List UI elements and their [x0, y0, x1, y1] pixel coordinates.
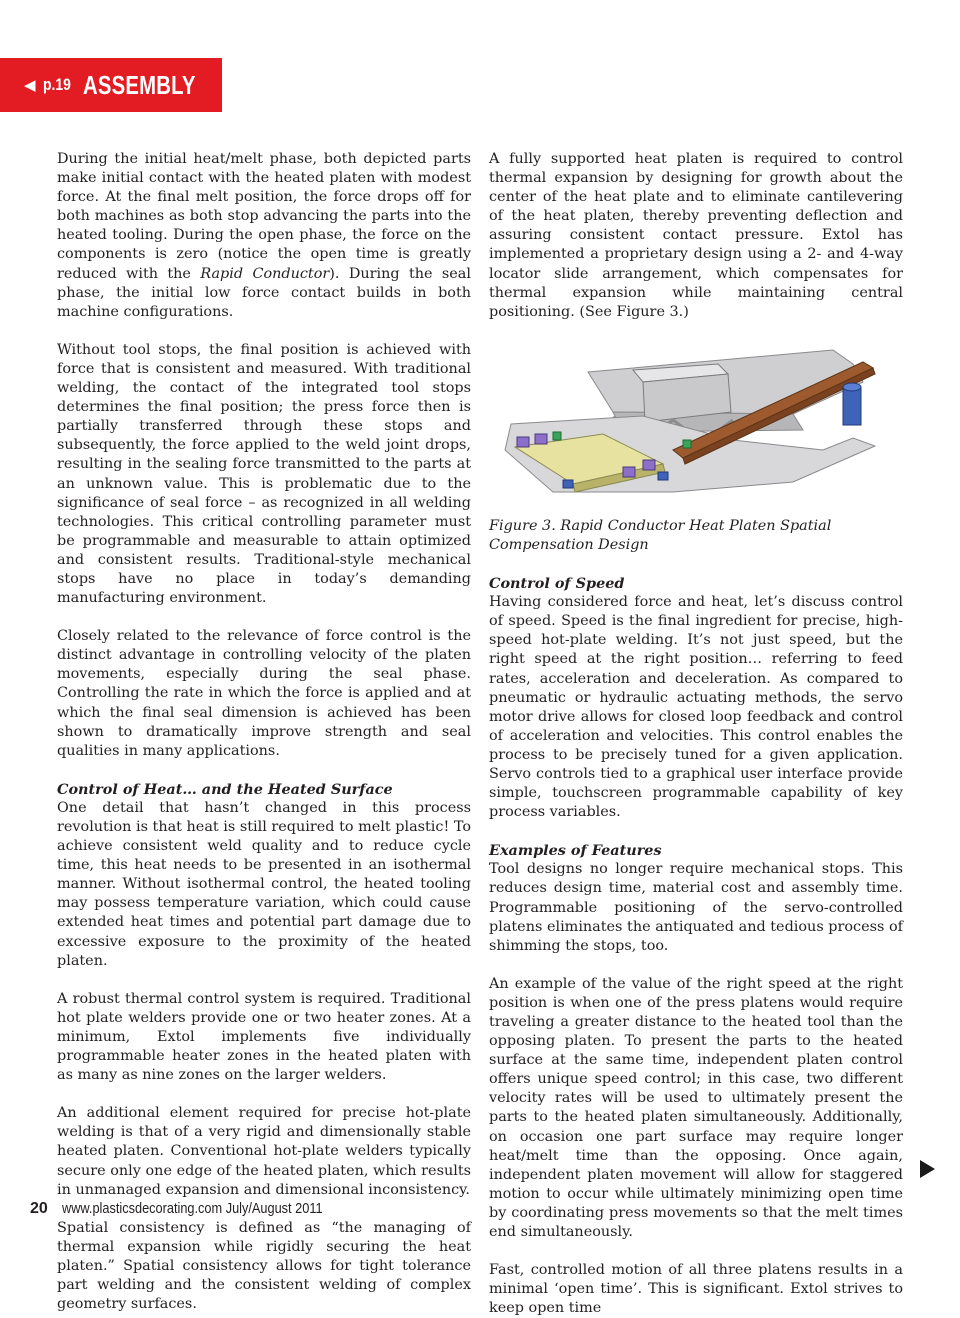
paragraph: Having considered force and heat, let’s discuss control of speed. Speed is the final ingredient for precise, high-speed hot-plate welding. It’s not just speed, but the right speed at the right position… referring to feed rates, acceleration and deceleration. As compared to pneumatic or hydraulic actuating methods, the servo motor drive allows for closed loop feedback and control of acceleration and velocities. This control enables the process to be precisely tuned for a given application. Servo controls tied to a graphical user interface provide simple, touchscreen programmable capability of key process variables. — [489, 594, 903, 821]
paragraph: Without tool stops, the final position is achieved with force that is consistent and measured. With traditional welding, the contact of the integrated tool stops determines the final position; the press force then is partially transferred through these stops and subsequently, the force applied to the weld joint drops, resulting in the sealing force transmitted to the parts at an unknown value. This is problematic due to the significance of seal force – as recognized in all welding technologies. This critical controlling parameter must be programmable and measurable to attain optimized and consistent results. Traditional-style mechanical stops have no place in today’s demanding manufacturing environment. — [57, 341, 471, 607]
paragraph: Tool designs no longer require mechanical stops. This reduces design time, material cost and assembly time. Programmable positioning of the servo-controlled platens eliminates the antiquated and tedious process of shimming the stops, too. — [489, 861, 903, 954]
figure-caption: Figure 3. Rapid Conductor Heat Platen Spatial Compensation Design — [489, 517, 832, 553]
figure-3-image — [493, 342, 903, 507]
product-name: Rapid Conductor — [200, 265, 330, 282]
subheading-examples-of-features: Examples of Features — [489, 842, 662, 860]
paragraph: An example of the value of the right speed at the right position is when one of the press platens would require traveling a greater distance to the heated tool than the opposing platen. To present the parts to the heated surface at the same time, independent platen control offers unique speed control; in this case, two different velocity rates will be used to ultimately present the parts to the heated platen simultaneously. Additionally, on occasion one part surface may require longer heat/melt time than the opposing. Once again, independent platen movement will allow for staggered motion to occur while ultimately minimizing open time by coordinating press movements so that the melt times end simultaneously. — [489, 975, 903, 1241]
right-column — [489, 150, 903, 1318]
paragraph: During the initial heat/melt phase, both depicted parts make initial contact with the heated platen with modest force. At the final melt position, the force drops off for both machines as both stop advancing the parts into the heated tooling. During the open phase, the force on the components is zero (notice the open time is greatly reduced with the Rapid Conductor). During the seal phase, the initial low force contact builds in both machine configurations. — [57, 151, 471, 320]
paragraph: A robust thermal control system is required. Traditional hot plate welders provide one or two heater zones. At a minimum, Extol implements five individually programmable heater zones in the heated platen with as many as nine zones on the larger welders. — [57, 990, 471, 1084]
paragraph: Spatial consistency is defined as “the managing of thermal expansion while rigidly securing the heat platen.” Spatial consistency allows for tight tolerance part welding and the consistent welding of complex geometry surfaces. — [57, 1219, 471, 1313]
left-column — [57, 150, 471, 1314]
heat-platen-illustration — [493, 342, 893, 507]
back-page-link[interactable]: p.19 — [42, 75, 71, 94]
paragraph: One detail that hasn’t changed in this process revolution is that heat is still required to melt plastic! To achieve consistent weld quality and to reduce cycle time, this heat needs to be presented in an isothermal manner. Without isothermal control, the heated tooling may possess temperature variation, which could cause extended heat times and potential part damage due to excessive exposure to the proximity of the heated platen. — [57, 799, 471, 969]
paragraph: Closely related to the relevance of force control is the distinct advantage in controlling velocity of the platen movements, especially during the seal phase. Controlling the rate in which the force is applied and at which the final seal dimension is achieved has been shown to dramatically improve strength and seal qualities in many applications. — [57, 628, 471, 759]
subheading-control-of-speed: Control of Speed — [489, 575, 625, 593]
page-number: 20 — [30, 1200, 48, 1217]
paragraph: An additional element required for precise hot-plate welding is that of a very rigid and dimensionally stable heated platen. Conventional hot-plate welders typically secure only one edge of the heated platen, which results in unmanaged expansion and dimensional inconsistency. — [57, 1105, 471, 1198]
page-footer — [30, 1200, 368, 1218]
paragraph: A fully supported heat platen is required to control thermal expansion by designing for growth about the center of the heat plate and to eliminate cantilevering of the heat platen, thereby preventing deflection and assuring consistent contact pressure. Extol has implemented a proprietary design using a 2- and 4-way locator slide arrangement, which compensates for thermal expansion while maintaining central positioning. (See Figure 3.) — [489, 151, 903, 320]
footer-site-issue: www.plasticsdecorating.com July/August 2011 — [61, 1200, 323, 1217]
right-triangle-icon[interactable] — [920, 1160, 935, 1178]
left-triangle-icon[interactable]: ◀ — [24, 77, 36, 94]
section-banner[interactable] — [0, 58, 222, 112]
paragraph: Fast, controlled motion of all three platens results in a minimal ‘open time’. This is significant. Extol strives to keep open time — [489, 1262, 903, 1317]
subheading-control-of-heat: Control of Heat… and the Heated Surface — [57, 780, 393, 798]
section-title: ASSEMBLY — [82, 69, 196, 100]
